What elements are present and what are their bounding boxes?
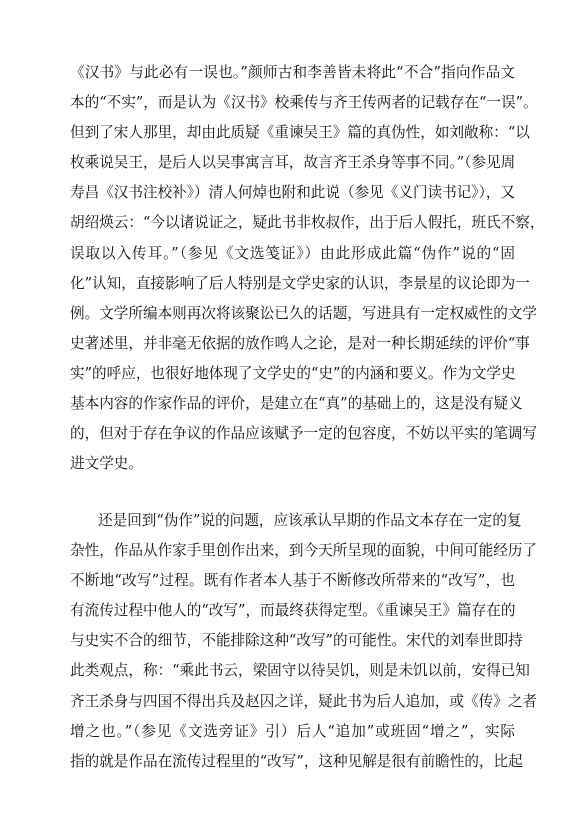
text-line: 胡绍煐云：“今以诸说证之，疑此书非枚叔作，出于后人假托，班氏不察， — [70, 214, 545, 232]
text-line: 有流传过程中他人的“改写”，而最终获得定型。《重谏吴王》篇存在的 — [70, 602, 516, 620]
text-line: 指的就是作品在流传过程里的“改写”，这种见解是很有前瞻性的，比起 — [70, 752, 523, 770]
text-line: 的，但对于存在争议的作品应该赋予一定的包容度，不妨以平实的笔调写 — [70, 425, 538, 443]
text-line: 《汉书》与此必有一误也。”颜师古和李善皆未将此“不合”指向作品文 — [70, 64, 515, 81]
text-line: 杂性，作品从作家手里创作出来，到今天所呈现的面貌，中间可能经历了 — [70, 542, 538, 560]
paragraph-1 — [70, 58, 545, 479]
text-line: 化”认知，直接影响了后人特别是文学史家的认识，李景星的议论即为一 — [70, 274, 530, 292]
text-line: 实”的呼应，也很好地体现了文学史的“史”的内涵和要义。作为文学史 — [70, 364, 516, 382]
text-line: 齐王杀身与四国不得出兵及赵囚之详，疑此书为后人追加，或《传》之者 — [70, 692, 538, 710]
paragraph-2 — [70, 506, 538, 777]
text-line: 史著述里，并非毫无依据的放作鸣人之论，是对一种长期延续的评价“事 — [70, 334, 530, 352]
text-line: 与史实不合的细节，不能排除这种“改写”的可能性。宋代的刘奉世即持 — [70, 632, 523, 650]
text-line: 不断地“改写”过程。既有作者本人基于不断修改所带来的“改写”，也 — [70, 572, 515, 590]
text-line: 寿昌《汉书注校补》）清人何焯也附和此说（参见《义门读书记》），又 — [70, 184, 516, 202]
text-line: 增之也。”（参见《文选旁证》引）后人“追加”或班固“增之”，实际 — [70, 722, 515, 740]
text-line: 例。文学所编本则再次将该聚讼已久的话题，写进具有一定权威性的文学 — [70, 304, 538, 322]
text-line: 枚乘说吴王，是后人以吴事寓言耳，故言齐王杀身等事不同。”（参见周 — [70, 154, 516, 172]
text-line: 此类观点，称：“乘此书云，梁固守以待吴饥，则是未饥以前，安得已知 — [70, 662, 530, 680]
text-line: 但到了宋人那里，却由此质疑《重谏吴王》篇的真伪性，如刘敞称：“以 — [70, 124, 530, 142]
text-line: 误取以入传耳。”（参见《文选笺证》）由此形成此篇“伪作”说的“固 — [70, 244, 515, 262]
text-line: 本的“不实”，而是认为《汉书》校乘传与齐王传两者的记载存在“一误”。 — [70, 94, 538, 112]
text-line: 基本内容的作家作品的评价，是建立在“真”的基础上的，这是没有疑义 — [70, 395, 523, 413]
text-line: 进文学史。 — [70, 455, 143, 473]
text-line: 还是回到“伪作”说的问题，应该承认早期的作品文本存在一定的复 — [98, 512, 522, 529]
